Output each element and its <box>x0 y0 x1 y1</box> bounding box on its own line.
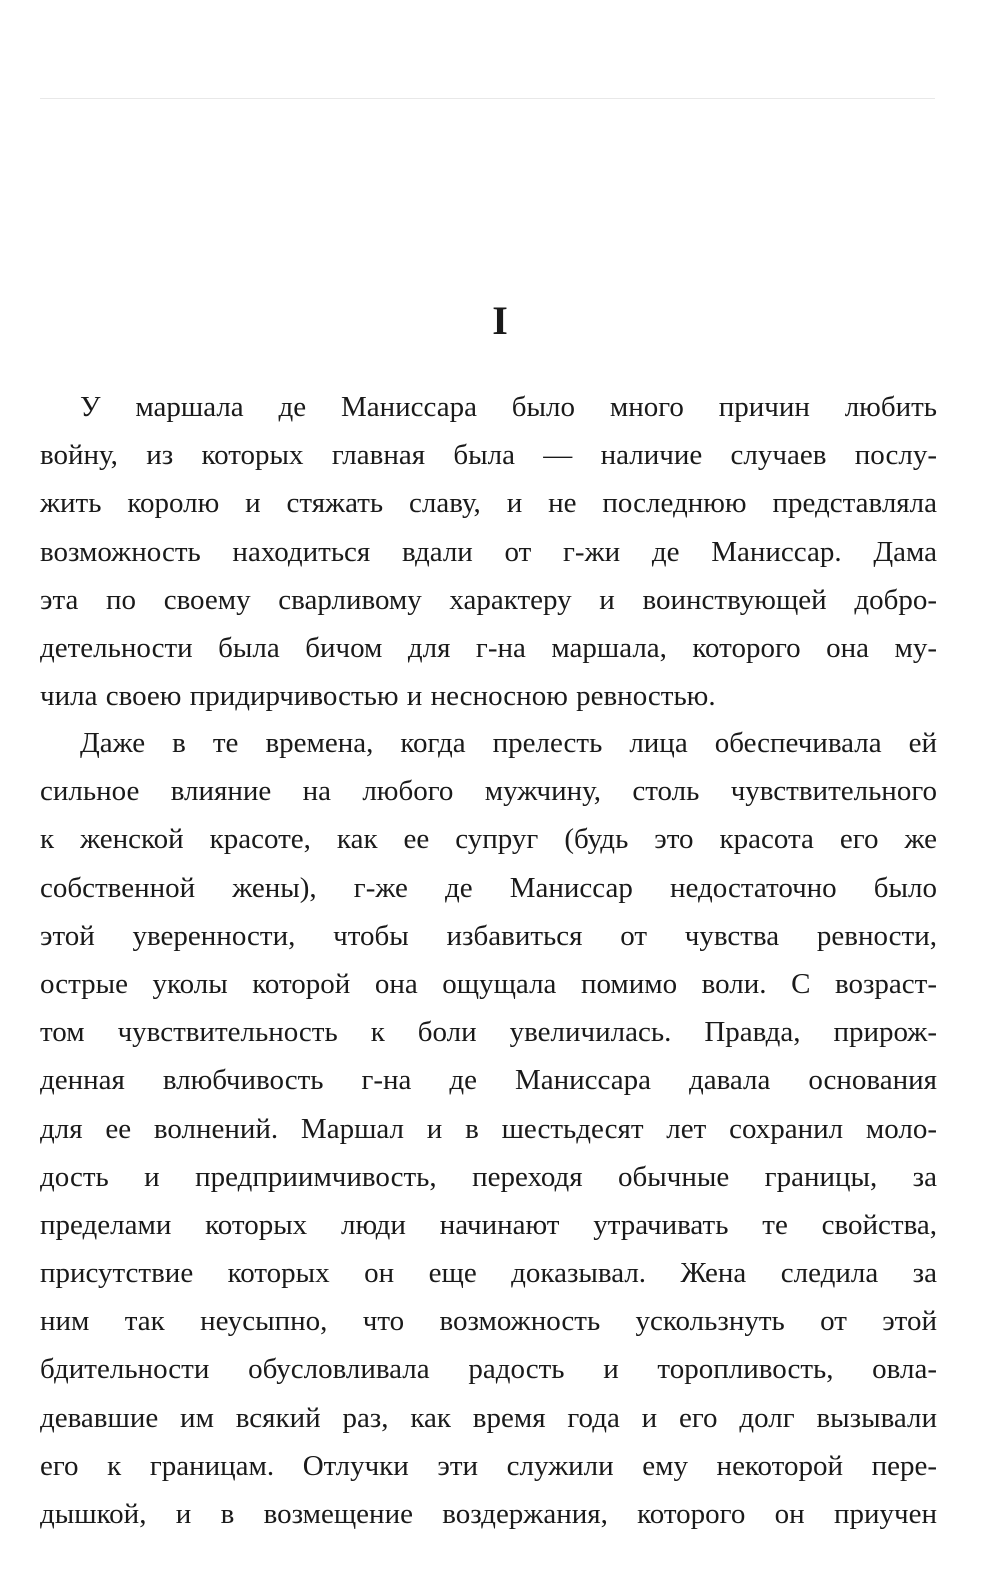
text-line: чила своею придирчивостью и несносною ревностью. <box>40 680 716 713</box>
text-line: пределами которых люди начинают утрачивать те свойства, <box>40 1208 937 1241</box>
text-line: бдительности обусловливала радость и торопливость, овла- <box>40 1353 937 1386</box>
text-line: сильное влияние на любого мужчину, столь чувствительного <box>40 775 937 808</box>
text-line: том чувствительность к боли увеличилась. Правда, прирож- <box>40 1016 937 1049</box>
paragraph-2 <box>40 719 937 1538</box>
text-line: эта по своему сварливому характеру и воинствующей добро- <box>40 583 937 616</box>
text-line: собственной жены), г-же де Маниссар недостаточно было <box>40 871 937 904</box>
text-line: ним так неусыпно, что возможность ускользнуть от этой <box>40 1305 937 1338</box>
paragraph-1 <box>40 383 937 720</box>
text-line: присутствие которых он еще доказывал. Жена следила за <box>40 1257 937 1290</box>
text-line: войну, из которых главная была — наличие случаев послу- <box>40 439 937 472</box>
text-line: девавшие им всякий раз, как время года и его долг вызывали <box>40 1401 937 1434</box>
text-line: денная влюбчивость г-на де Маниссара давала основания <box>40 1064 937 1097</box>
chapter-heading: I <box>492 298 508 343</box>
show-through-rule <box>40 98 935 99</box>
text-line: детельности была бичом для г-на маршала, которого она му- <box>40 631 937 664</box>
text-line: к женской красоте, как ее супруг (будь это красота его же <box>40 823 937 856</box>
text-line: этой уверенности, чтобы избавиться от чувства ревности, <box>40 919 937 952</box>
text-line: жить королю и стяжать славу, и не последнюю представляла <box>40 487 937 520</box>
text-line: Даже в те времена, когда прелесть лица обеспечивала ей <box>80 727 937 759</box>
text-line: для ее волнений. Маршал и в шестьдесят лет сохранил моло- <box>40 1112 937 1145</box>
text-line: острые уколы которой она ощущала помимо воли. С возраст- <box>40 967 937 1000</box>
text-line: его к границам. Отлучки эти служили ему некоторой пере- <box>40 1449 937 1482</box>
text-line: У маршала де Маниссара было много причин любить <box>80 391 937 423</box>
text-line: возможность находиться вдали от г-жи де Маниссар. Дама <box>40 535 937 568</box>
text-line: дость и предприимчивость, переходя обычные границы, за <box>40 1160 937 1193</box>
text-line: дышкой, и в возмещение воздержания, которого он приучен <box>40 1498 937 1530</box>
